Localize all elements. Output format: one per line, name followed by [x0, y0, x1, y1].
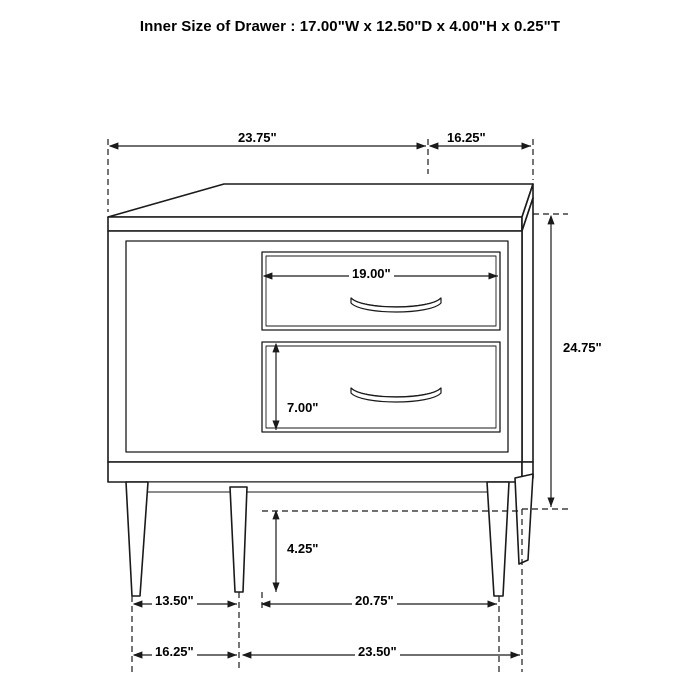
label-overall-height: 24.75": [560, 340, 605, 355]
label-drawer-height: 7.00": [284, 400, 321, 415]
label-top-front-width: 23.75": [235, 130, 280, 145]
leg-front-left: [126, 482, 148, 596]
page-title: Inner Size of Drawer : 17.00"W x 12.50"D x 4.00"H x 0.25"T: [139, 18, 561, 35]
nightstand-right-side-panel: [522, 198, 533, 462]
label-drawer-inner-width: 19.00": [349, 266, 394, 281]
leg-back-right: [515, 474, 533, 564]
nightstand-apron: [108, 462, 522, 482]
lower-drawer-face-inner: [266, 346, 496, 428]
nightstand-illustration: [108, 184, 533, 596]
nightstand-top-edge: [108, 217, 522, 231]
apron-notch: [126, 482, 508, 492]
nightstand-top-surface: [108, 184, 533, 217]
label-base-front-width: 20.75": [352, 593, 397, 608]
label-base-side-depth: 13.50": [152, 593, 197, 608]
label-top-side-depth: 16.25": [444, 130, 489, 145]
label-bottom-side-depth: 16.25": [152, 644, 197, 659]
label-leg-height: 4.25": [284, 541, 321, 556]
leg-front-right: [487, 482, 509, 596]
label-bottom-front-width: 23.50": [355, 644, 400, 659]
leg-back-left-sliver: [230, 487, 247, 592]
